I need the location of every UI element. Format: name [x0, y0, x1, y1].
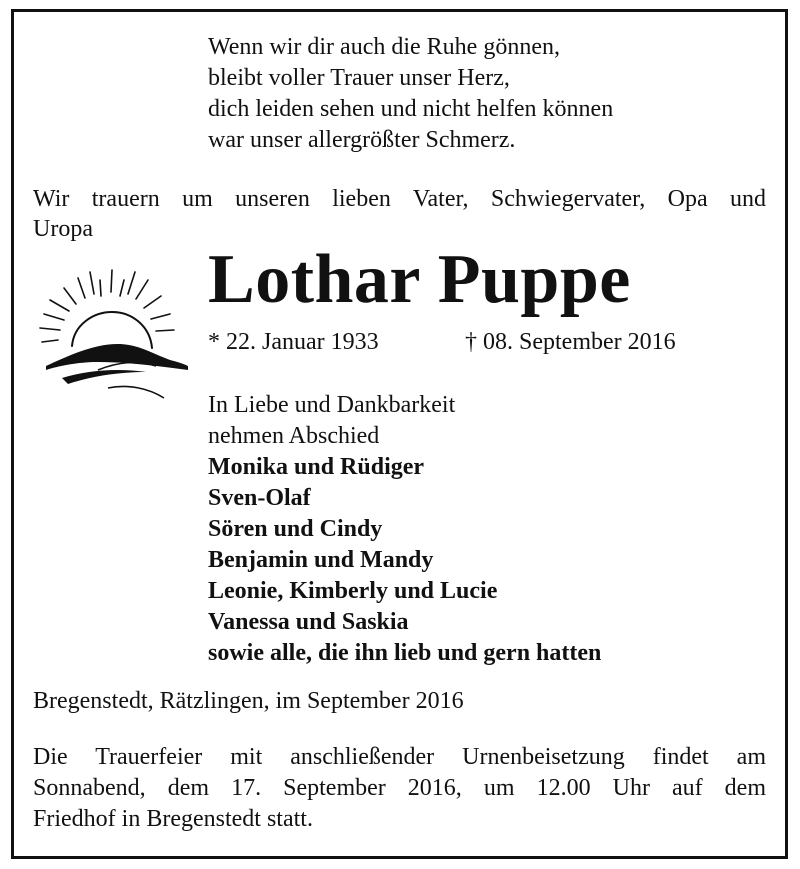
- place-and-date: Bregenstedt, Rätzlingen, im September 2016: [33, 688, 464, 714]
- service-line: Friedhof in Bregenstedt statt.: [33, 806, 313, 832]
- farewell-line: nehmen Abschied: [208, 423, 380, 449]
- intro-text: [33, 184, 766, 244]
- mourner-name: Monika und Rüdiger: [208, 454, 425, 480]
- poem-line: bleibt voller Trauer unser Herz,: [208, 65, 510, 91]
- farewell-line: In Liebe und Dankbarkeit: [208, 392, 456, 418]
- mourner-name: Sven-Olaf: [208, 485, 311, 511]
- service-line: Sonnabend, dem 17. September 2016, um 12.00 Uhr auf dem: [33, 775, 766, 801]
- mourner-name: Benjamin und Mandy: [208, 547, 434, 573]
- mourner-name: sowie alle, die ihn lieb und gern hatten: [208, 640, 602, 666]
- death-date: † 08. September 2016: [465, 329, 676, 355]
- intro-line: Uropa: [33, 216, 93, 242]
- birth-date: * 22. Januar 1933: [208, 329, 379, 355]
- service-line: Die Trauerfeier mit anschließender Urnenbeisetzung findet am: [33, 744, 766, 770]
- poem-line: Wenn wir dir auch die Ruhe gönnen,: [208, 34, 560, 60]
- mourner-name: Leonie, Kimberly und Lucie: [208, 578, 498, 604]
- poem-line: war unser allergrößter Schmerz.: [208, 127, 516, 153]
- poem: [208, 32, 613, 156]
- mourner-name: Vanessa und Saskia: [208, 609, 409, 635]
- mourners-block: [208, 390, 601, 669]
- funeral-service-info: [33, 742, 766, 835]
- mourner-name: Sören und Cindy: [208, 516, 383, 542]
- poem-line: dich leiden sehen und nicht helfen können: [208, 96, 614, 122]
- intro-line: Wir trauern um unseren lieben Vater, Schwiegervater, Opa und: [33, 186, 766, 212]
- deceased-name: Lothar Puppe: [208, 241, 631, 318]
- rising-sun-over-hills-icon: [38, 266, 188, 406]
